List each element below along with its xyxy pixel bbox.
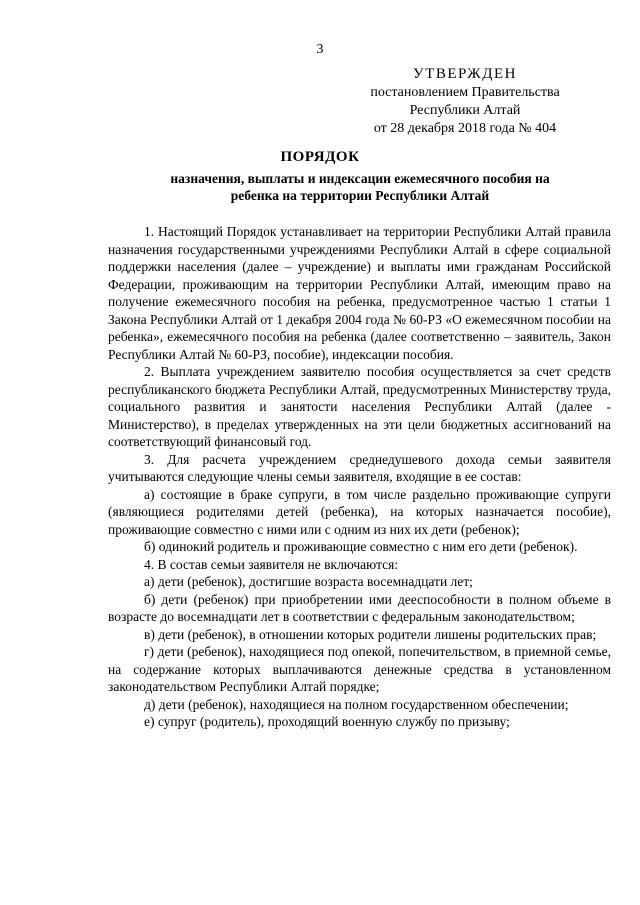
paragraph-4e: д) дети (ребенок), находящиеся на полном государственном обеспечении; bbox=[144, 696, 569, 712]
paragraph-3: 3. Для расчета учреждением среднедушевого дохода семьи заявителя учитываются следующие члены семьи заявителя, входящие в ее состав: bbox=[108, 451, 611, 484]
approval-block bbox=[320, 64, 610, 138]
paragraph-4c: в) дети (ребенок), в отношении которых родители лишены родительских прав; bbox=[144, 626, 597, 642]
paragraph-1: 1. Настоящий Порядок устанавливает на территории Республики Алтай правила назначения государственными учреждениями Республики Алтай в сфере социальной поддержки населения (далее – учреждение) и выплаты ими гражданам Российской Федерации, проживающим на территории Республики Алтай, имеющим право на получение ежемесячного пособия на ребенка, предусмотренное частью 1 статьи 1 Закона Республики Алтай от 1 декабря 2004 года № 60-РЗ «О ежемесячном пособии на ребенка», ежемесячного пособия на ребенка (далее соответственно – заявитель, Закон Республики Алтай № 60-РЗ, пособие), индексации пособия. bbox=[108, 224, 611, 362]
paragraph-3a: а) состоящие в браке супруги, в том числе раздельно проживающие супруги (являющиеся родителями детей (ребенка), на которых назначается пособие), проживающие совместно с ними или с одним из них их дети (ребенок); bbox=[108, 486, 611, 537]
paragraph-4b: б) дети (ребенок) при приобретении ими дееспособности в полном объеме в возрасте до восемнадцати лет в соответствии с федеральным законодательством; bbox=[108, 591, 611, 624]
paragraph-2: 2. Выплата учреждением заявителю пособия осуществляется за счет средств республиканского бюджета Республики Алтай, предусмотренных Министерству труда, социального развития и занятости населения Республики Алтай (далее - Министерство), в пределах утвержденных на эти цели бюджетных ассигнований на соответствующий финансовый год. bbox=[108, 364, 611, 449]
document-subtitle: назначения, выплаты и индексации ежемесячного пособия на ребенка на территории Республики Алтай bbox=[170, 171, 550, 203]
document-title: ПОРЯДОК bbox=[280, 149, 360, 165]
approval-line-2: Республики Алтай bbox=[409, 103, 521, 118]
approval-title: УТВЕРЖДЕН bbox=[413, 66, 517, 82]
paragraph-4a: а) дети (ребенок), достигшие возраста восемнадцати лет; bbox=[144, 574, 473, 589]
approval-line-1: постановлением Правительства bbox=[370, 85, 560, 100]
paragraph-4: 4. В состав семьи заявителя не включаются: bbox=[144, 556, 399, 572]
approval-line-3: от 28 декабря 2018 года № 404 bbox=[373, 121, 557, 136]
paragraph-4d: г) дети (ребенок), находящиеся под опекой, попечительством, в приемной семье, на содержание которых выплачиваются денежные средства в установленном законодательством Республики Алтай порядке; bbox=[108, 644, 611, 694]
page-number: 3 bbox=[316, 42, 324, 57]
document-body bbox=[108, 223, 611, 731]
paragraph-3b: б) одинокий родитель и проживающие совместно с ним его дети (ребенок). bbox=[144, 539, 578, 554]
paragraph-4f: е) супруг (родитель), проходящий военную службу по призыву; bbox=[144, 714, 510, 729]
